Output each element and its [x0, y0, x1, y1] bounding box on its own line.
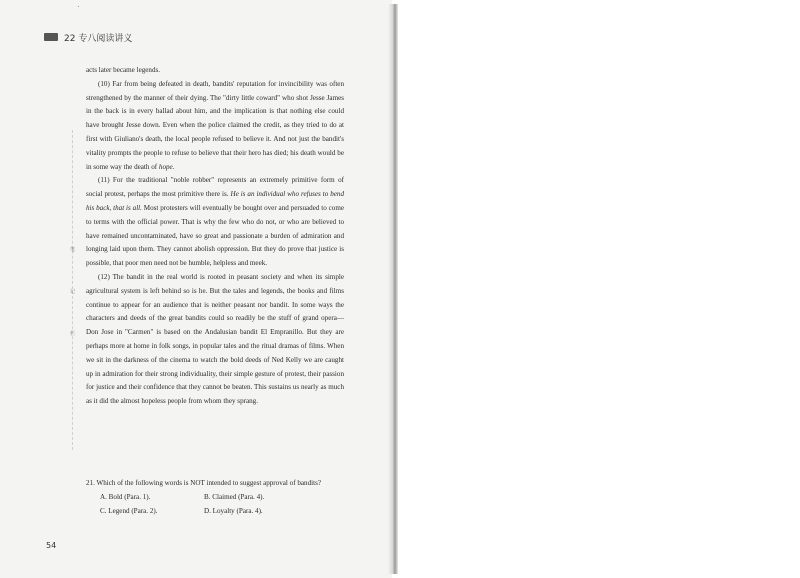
header-label: 22 专八阅读讲义 — [64, 33, 133, 44]
option-a: A. Bold (Para. 1). — [100, 493, 151, 501]
right-page-blank — [396, 0, 800, 578]
option-c: C. Legend (Para. 2). — [100, 507, 158, 515]
page-number: 54 — [46, 541, 57, 550]
margin-note-2: 记 — [70, 289, 76, 295]
question-stem: 21. Which of the following words is NOT intended to suggest approval of bandits? — [86, 479, 321, 487]
scan-speck — [78, 6, 79, 7]
margin-note-3: 栏 — [70, 331, 76, 337]
book-gutter — [388, 4, 398, 574]
paragraph-11-text-c: Most protesters will eventually be bought over and persuaded to come to terms with the official power. That is why the few who do not, or who are believed to have remained uncontaminated, have so great and passionate a burden of admiration and longing laid upon them. They cannot abolish oppression. But they do prove that justice is possible, that poor men need not be humble, helpless and meek. — [86, 203, 344, 268]
question-options — [100, 490, 340, 518]
paragraph-11-italic: He is an individual who refuses to bend his back, that is all. — [86, 190, 344, 212]
header-badge-icon — [44, 33, 58, 41]
paragraph-10-italic: hope. — [158, 162, 175, 171]
option-d: D. Loyalty (Para. 4). — [204, 507, 263, 515]
option-b: B. Claimed (Para. 4). — [204, 493, 265, 501]
article-body — [86, 64, 344, 409]
page-header — [44, 30, 132, 44]
paragraph-12: (12) The bandit in the real world is rooted in peasant society and when its simple agricultural system is left behind so is he. But the tales and legends, the books and films continue to appear for an audience that is neither peasant nor bandit. In some ways the characters and deeds of the great bandits could so readily be the stuff of grand opera—Don Jose in "Carmen" is based on the Andalusian bandit El Empranillo. But they are perhaps more at home in folk songs, in popular tales and the ritual dramas of films. When we sit in the darkness of the cinema to watch the bold deeds of Ned Kelly we are caught up in admiration for their strong individuality, their simple gesture of protest, their passion for justice and their confidence that they cannot be beaten. This sustains us nearly as much as it did the almost hopeless people from whom they sprang. — [86, 272, 344, 406]
margin-note-1: 笔 — [70, 247, 76, 253]
paragraph-10 — [86, 78, 344, 175]
paragraph-10-text: (10) Far from being defeated in death, bandits' reputation for invincibility was often strengthened by the manner of their dying. The "dirty little coward" who shot Jesse James in the back is in every ballad about him, and the implication is that nothing else could have brought Jesse down. Even when the police claimed the credit, as they tried to do at first with Giuliano's death, the local people refused to believe it. And not just the bandit's vitality prompts the people to refuse to believe that their hero has died; his death would be in some way the death of — [86, 79, 344, 171]
paragraph-continuation: acts later became legends. — [86, 66, 161, 74]
paragraph-11 — [86, 174, 344, 271]
scan-speck — [318, 296, 319, 297]
paragraph-11-text-a: (11) For the traditional "noble robber" represents an extremely primitive form of social protest, perhaps the most primitive there is. — [86, 176, 344, 199]
